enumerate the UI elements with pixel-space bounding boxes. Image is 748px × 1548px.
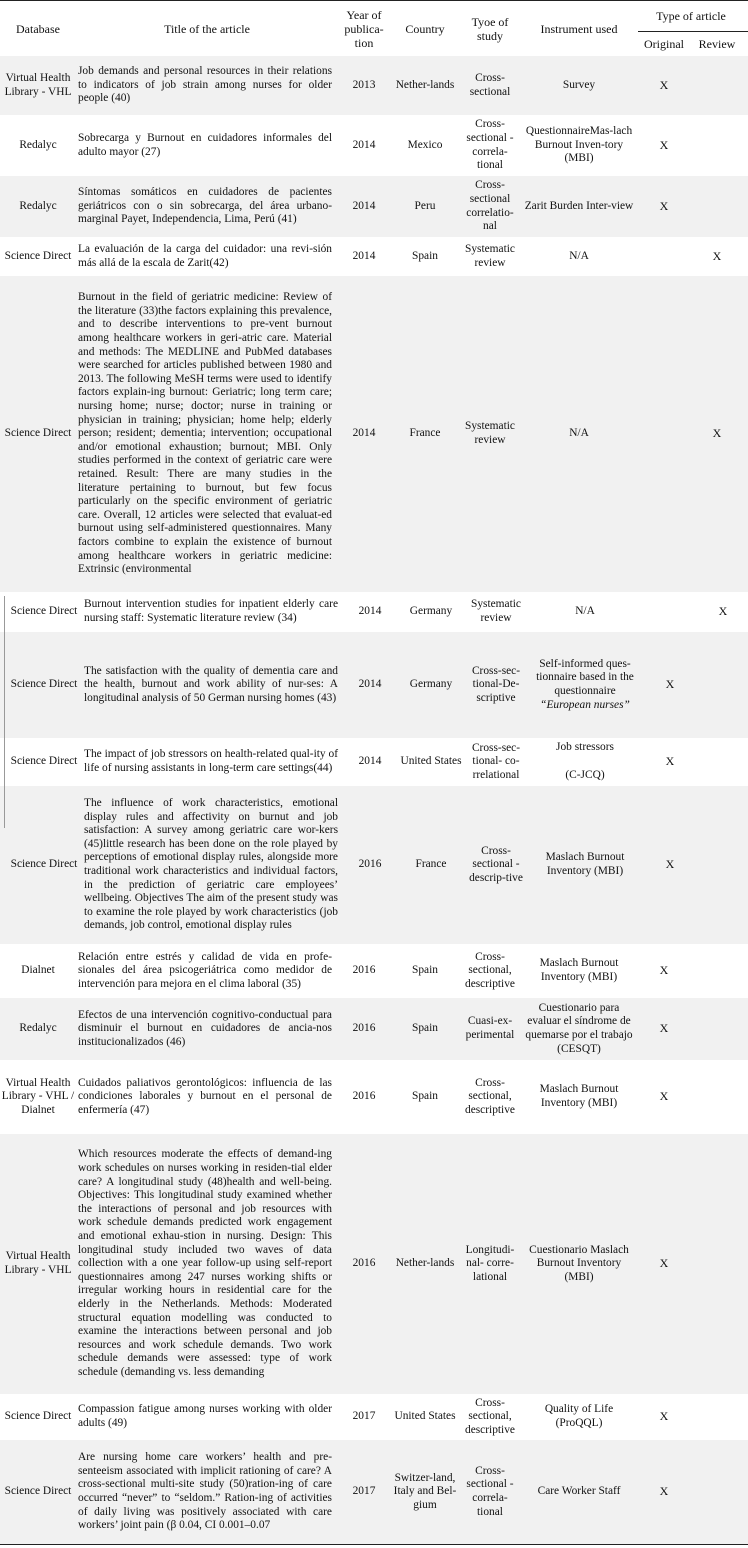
cell-database [0, 276, 76, 592]
cell-country-text: Mexico [407, 138, 443, 151]
cell-country [392, 276, 458, 592]
cell-database-text: Virtual Health Library - VHL [4, 71, 72, 98]
cell-title [78, 998, 332, 1060]
cell-title [84, 738, 338, 786]
cell-instrument [524, 56, 634, 115]
cell-year-text: 2014 [352, 249, 376, 262]
cell-original-mark-text: X [659, 963, 669, 978]
cell-original-mark [644, 592, 696, 632]
table-row [0, 1060, 748, 1134]
cell-country-text: Spain [412, 249, 438, 262]
table-row [0, 944, 748, 998]
table-row [0, 176, 748, 237]
cell-database [0, 1440, 76, 1544]
cell-year-text: 2016 [352, 964, 376, 977]
cell-country-text: Nether-lands [395, 78, 455, 91]
cell-original-mark [638, 176, 690, 237]
cell-title [78, 115, 332, 176]
table-row [0, 276, 748, 592]
cell-database [0, 56, 76, 115]
cell-title-text: Relación entre estrés y calidad de vida en profe-sionales del área psicogeriátrica como medidor de intervención para mejora en el clima laboral (35) [78, 950, 332, 990]
cell-instrument-text: N/A [569, 427, 589, 440]
cell-type-study-text: Cross-sec-tional- co-rrelational [471, 741, 521, 781]
instrument-gap [556, 755, 614, 769]
cell-year-text: 2016 [352, 1022, 376, 1035]
cell-instrument [530, 592, 640, 632]
cell-year [344, 632, 396, 738]
cell-title [78, 276, 332, 592]
cell-type-study [460, 56, 520, 115]
cell-title-text: Burnout intervention studies for inpatient elderly care nursing staff: Systematic literature review (34) [84, 598, 338, 624]
cell-type-study-text: Cross-sectional correlatio-nal [466, 179, 514, 233]
cell-instrument-text: Cuestionario para evaluar el síndrome de quemarse por el trabajo (CESQT) [525, 1001, 633, 1055]
cell-database [0, 237, 76, 276]
cell-instrument-text: Zarit Burden Inter-view [524, 199, 634, 212]
cell-database [0, 115, 76, 176]
header-type-article: Type of article [656, 9, 726, 23]
cell-type-study-text: Longitudi-nal- corre-lational [465, 1243, 515, 1283]
cell-original-mark-text: X [659, 1484, 669, 1499]
table-row [0, 998, 748, 1060]
cell-year-text: 2017 [352, 1410, 376, 1423]
cell-instrument-text: N/A [569, 249, 589, 262]
cell-database-text: Science Direct [10, 755, 78, 768]
cell-review-mark [698, 786, 748, 944]
cell-year-text: 2014 [352, 138, 376, 151]
cell-country [392, 115, 458, 176]
cell-year-text: 2014 [358, 678, 382, 691]
header-review: Review [698, 36, 736, 51]
cell-type-study [460, 1394, 520, 1440]
cell-country [398, 786, 464, 944]
cell-review-mark [692, 1134, 742, 1394]
cell-database [6, 592, 82, 632]
cell-title [78, 1394, 332, 1440]
cell-year [338, 1440, 390, 1544]
cell-country [392, 944, 458, 998]
cell-country [392, 1134, 458, 1394]
cell-country [398, 592, 464, 632]
cell-type-study-text: Cross-sec-tional-De-scriptive [471, 664, 521, 704]
cell-review-mark [692, 276, 742, 592]
cell-year-text: 2014 [352, 199, 376, 212]
cell-year [338, 1394, 390, 1440]
cell-review-mark [692, 115, 742, 176]
header-database: Database [16, 21, 60, 36]
cell-title [78, 1440, 332, 1544]
cell-year [338, 1134, 390, 1394]
cell-original-mark [638, 1440, 690, 1544]
cell-country-text: Nether-lands [395, 1257, 455, 1270]
cell-country [392, 56, 458, 115]
cell-year [344, 738, 396, 786]
cell-instrument-text: Care Worker Staff [537, 1485, 621, 1498]
cell-review-mark-text: X [712, 248, 722, 263]
cell-original-mark [638, 115, 690, 176]
cell-title [78, 1060, 332, 1134]
cell-original-mark-text: X [665, 857, 675, 872]
cell-instrument-text: Maslach Burnout Inventory (MBI) [539, 957, 619, 983]
cell-country-text: United States [394, 1410, 456, 1423]
cell-instrument-italic: “European nurses” [540, 698, 630, 711]
cell-year [338, 176, 390, 237]
cell-instrument [530, 786, 640, 944]
cell-type-study-text: Cross-sectional, descriptive [465, 1076, 515, 1116]
cell-country [392, 237, 458, 276]
cell-title-text: Sobrecarga y Burnout en cuidadores informales del adulto mayor (27) [78, 131, 332, 158]
cell-database-text: Science Direct [4, 427, 72, 440]
cell-database [0, 176, 76, 237]
cell-instrument [530, 738, 640, 786]
cell-country-text: Spain [412, 1022, 438, 1035]
cell-year-text: 2014 [358, 755, 382, 768]
cell-type-study [460, 1134, 520, 1394]
cell-instrument-text: Maslach Burnout Inventory (MBI) [545, 851, 625, 877]
cell-database-text: Redalyc [19, 1022, 57, 1035]
cell-type-study [466, 592, 526, 632]
cell-original-mark [644, 738, 696, 786]
cell-original-mark-text: X [659, 77, 669, 92]
cell-original-mark [638, 944, 690, 998]
cell-year [344, 786, 396, 944]
cell-title [84, 592, 338, 632]
cell-country [392, 1060, 458, 1134]
table-row [0, 1134, 748, 1394]
cell-type-study [460, 115, 520, 176]
cell-title [78, 944, 332, 998]
cell-country [398, 632, 464, 738]
cell-type-study-text: Cross-sectional -descrip-tive [469, 844, 523, 884]
cell-database-text: Redalyc [19, 199, 57, 212]
cell-country [392, 998, 458, 1060]
cell-database-text: Science Direct [10, 678, 78, 691]
cell-instrument [524, 237, 634, 276]
cell-year [338, 1060, 390, 1134]
table-bottom-rule [0, 1544, 748, 1545]
cell-original-mark [644, 786, 696, 944]
cell-instrument [524, 998, 634, 1060]
table-row [0, 786, 748, 944]
cell-type-study-text: Cross-sectional [469, 71, 511, 98]
cell-database [0, 1060, 76, 1134]
cell-title [78, 237, 332, 276]
cell-type-study [466, 632, 526, 738]
header-type-study: Tyoe of study [471, 14, 509, 43]
header-country: Country [405, 21, 445, 36]
cell-original-mark [638, 1060, 690, 1134]
cell-country-text: Spain [412, 1090, 438, 1103]
cell-database [0, 1394, 76, 1440]
cell-type-study-text: Cross-sectional, descriptive [465, 950, 515, 990]
cell-country [398, 738, 464, 786]
cell-type-study [466, 738, 526, 786]
cell-year-text: 2017 [352, 1485, 376, 1498]
cell-type-study [460, 944, 520, 998]
cell-instrument-text: QuestionnaireMas-lach Burnout Inven-tory (MBI) [525, 125, 633, 165]
cell-database-text: Science Direct [4, 1485, 72, 1498]
cell-database-text: Virtual Health Library - VHL [4, 1250, 72, 1276]
cell-review-mark [692, 1440, 742, 1544]
cell-database [6, 738, 82, 786]
cell-country [392, 176, 458, 237]
cell-type-study-text: Cross-sectional - correla-tional [466, 1464, 514, 1518]
cell-database [0, 1134, 76, 1394]
cell-type-study-text: Systematic review [465, 420, 515, 446]
cell-instrument [524, 1394, 634, 1440]
cell-country [392, 1440, 458, 1544]
table-row [0, 56, 748, 115]
cell-review-mark [692, 176, 742, 237]
cell-database-text: Redalyc [19, 138, 57, 151]
cell-database-text: Science Direct [10, 858, 78, 871]
cell-title-text: Cuidados paliativos gerontológicos: influencia de las condiciones laborales y burnout en el personal de enfermería (47) [78, 1076, 332, 1116]
cell-instrument [524, 944, 634, 998]
cell-instrument [524, 276, 634, 592]
cell-title [84, 632, 338, 738]
cell-review-mark-text: X [712, 426, 722, 441]
cell-instrument [524, 115, 634, 176]
table-row [0, 738, 748, 786]
cell-title [78, 56, 332, 115]
cell-instrument-extra: (C-JCQ) [565, 769, 605, 781]
cell-year [338, 237, 390, 276]
cell-review-mark [692, 998, 742, 1060]
table-row [0, 237, 748, 276]
cell-title-text: The satisfaction with the quality of dementia care and the health, burnout and work ability of nur-ses: A longitudinal analysis of 50 German nursing homes (43) [84, 664, 338, 704]
cell-country-text: Switzer-land, Italy and Bel-gium [393, 1471, 457, 1511]
cell-title-text: The impact of job stressors on health-related qual-ity of life of nursing assistants in long-term care settings(44) [84, 748, 338, 774]
cell-year-text: 2013 [352, 78, 376, 91]
cell-year-text: 2016 [352, 1257, 376, 1270]
table-row [0, 1440, 748, 1544]
table-row [0, 115, 748, 176]
header-original: Original [644, 36, 684, 51]
cell-year [338, 276, 390, 592]
cell-year [338, 998, 390, 1060]
cell-year [338, 115, 390, 176]
cell-type-study [460, 276, 520, 592]
cell-instrument [524, 1060, 634, 1134]
cell-database-text: Dialnet [21, 964, 55, 977]
cell-country-text: Spain [412, 964, 438, 977]
cell-year-text: 2016 [358, 858, 382, 871]
cell-original-mark-text: X [659, 198, 669, 213]
cell-instrument [530, 632, 640, 738]
table-row [0, 592, 748, 632]
cell-database-text: Science Direct [4, 249, 72, 262]
cell-review-mark [692, 944, 742, 998]
cell-type-study [460, 237, 520, 276]
cell-original-mark [638, 1134, 690, 1394]
cell-instrument-text: Survey [562, 78, 596, 91]
cell-original-mark-text: X [659, 1409, 669, 1424]
cell-title-text: La evaluación de la carga del cuidador: una revi-sión más allá de la escala de Zarit(42) [78, 242, 332, 269]
cell-country-text: France [409, 427, 441, 440]
table-row [0, 632, 748, 738]
cell-instrument-text: N/A [575, 605, 595, 618]
cell-review-mark [692, 1394, 742, 1440]
cell-database [0, 998, 76, 1060]
cell-type-study [460, 1060, 520, 1134]
cell-title-text: Efectos de una intervención cognitivo-conductual para disminuir el burnout en cuidadores de ancia-nos institucionalizados (46) [78, 1008, 332, 1048]
cell-database [6, 632, 82, 738]
cell-title [78, 1134, 332, 1394]
cell-title-text: The influence of work characteristics, emotional display rules and affectivity on burnut and job satisfaction: A survey among geriatric care wor-kers (45)little research has been done on the role played by perceptions of emotional display rules, alongside more traditional work characteristics and individual factors, in the prediction of geriatric care employees’ wellbeing. Objectives The aim of the present study was to examine the role played by work characteristics (job demands, job control, emotional display rules [84, 797, 338, 932]
table-header [0, 0, 748, 57]
cell-country-text: Germany [409, 678, 453, 691]
cell-title-text: Síntomas somáticos en cuidadores de pacientes geriátricos con o sin sobrecarga, del área urbano-marginal Payet, Independencia, Lima, Perú (41) [78, 186, 332, 226]
cell-title [78, 176, 332, 237]
cell-country-text: France [415, 858, 447, 871]
cell-instrument-text: Quality of Life (ProQQL) [544, 1403, 614, 1429]
cell-database-text: Science Direct [4, 1410, 72, 1423]
cell-type-study-text: Systematic review [471, 598, 521, 624]
cell-type-study [466, 786, 526, 944]
cell-review-mark [692, 56, 742, 115]
cell-database [0, 944, 76, 998]
table-row [0, 1394, 748, 1440]
cell-title-text: Burnout in the field of geriatric medicine: Review of the literature (33)the factors explaining this prevalence, and to describe interventions to pre-vent burnout among healthcare workers in geri-atric care. Material and methods: The MEDLINE and PubMed databases were searched for articles published between 1980 and 2013. The following MeSH terms were used to identify factors explain-ing burnout: Geriatric; long term care; nursing home; nurse; doctor; nurse in training or physician in training; physician; home help; elderly person; resident; dementia; intervention; occupational and/or emotional exhaustion; burnout; MBI. Only studies performed in the context of geriatric care were retained. Result: There are many studies in the literature pertaining to burnout, but few focus particularly on the specific environment of geriatric care. Overall, 12 articles were selected that evaluat-ed burnout using self-administered questionnaires. Many factors combine to explain the existence of burnout among healthcare workers in geriatric medicine: Extrinsic (environmental [78, 291, 332, 576]
cell-type-study [460, 176, 520, 237]
cell-title-text: Are nursing home care workers’ health and pre-senteeism associated with implicit rationing of care? A cross-sectional multi-site study (50)ration-ing of care occurred “never” to “seldom.” Ration-ing of activities of daily living was positively associated with care workers’ joint pain (β 0.04, CI 0.001–0.07 [78, 1451, 332, 1532]
cell-type-study-text: Cross-sectional, descriptive [465, 1396, 515, 1436]
cell-instrument-text: Maslach Burnout Inventory (MBI) [539, 1083, 619, 1109]
cell-title-text: Job demands and personal resources in their relations to indicators of job strain among nurses for older people (40) [78, 65, 332, 105]
cell-type-study-text: Cuasi-ex-perimental [465, 1015, 515, 1041]
header-year: Year of publica-tion [344, 7, 384, 50]
cell-original-mark-text: X [665, 677, 675, 692]
cell-year [338, 944, 390, 998]
cell-title-text: Compassion fatigue among nurses working with older adults (49) [78, 1403, 332, 1429]
cell-original-mark [638, 56, 690, 115]
cell-original-mark-text: X [659, 1256, 669, 1271]
cell-original-mark-text: X [659, 1021, 669, 1036]
cell-instrument [524, 1440, 634, 1544]
cell-original-mark [638, 276, 690, 592]
cell-original-mark [638, 998, 690, 1060]
cell-review-mark [692, 237, 742, 276]
cell-review-mark [698, 738, 748, 786]
cell-review-mark [698, 632, 748, 738]
cell-original-mark [638, 1394, 690, 1440]
cell-original-mark-text: X [665, 754, 675, 769]
cell-original-mark-text: X [659, 137, 669, 152]
cell-country-text: United States [400, 755, 462, 768]
cell-title-text: Which resources moderate the effects of demand-ing work schedules on nurses working in residen-tial elder care? A longitudinal study (48)health and well-being. Objectives: This longitudinal study examined whether the interactions of personal and job resources with work schedule demands predicted work engagement and emotional exhau-stion in nursing. Design: This longitudinal study included two waves of data collection with a one year follow-up using self-report questionnaires among 247 nurses working shifts or irregular working hours in residential care for the elderly in the Netherlands. Methods: Moderated structural equation modelling was conducted to examine the interactions between personal and job resources and work schedule demands. Two work schedule demands were assessed: type of work schedule (demanding vs. less demanding [78, 1148, 332, 1378]
cell-year [344, 592, 396, 632]
header-instrument: Instrument used [540, 21, 618, 36]
cell-type-study [460, 998, 520, 1060]
cell-database-text: Science Direct [10, 605, 78, 618]
cell-country [392, 1394, 458, 1440]
cell-database [6, 786, 82, 944]
cell-review-mark [698, 592, 748, 632]
cell-original-mark [638, 237, 690, 276]
cell-year-text: 2014 [358, 605, 382, 618]
margin-mark [4, 596, 5, 828]
cell-type-study-text: Cross-sectional - correla-tional [466, 118, 514, 172]
cell-instrument-text: Job stressors [556, 741, 614, 754]
cell-instrument [524, 1134, 634, 1394]
cell-instrument-text: Cuestionario Maslach Burnout Inventory (MBI) [529, 1243, 629, 1283]
cell-country-text: Germany [409, 605, 453, 618]
cell-review-mark [692, 1060, 742, 1134]
header-title: Title of the article [164, 21, 250, 36]
cell-database-text: Virtual Health Library - VHL / Dialnet [1, 1076, 75, 1116]
cell-year-text: 2016 [352, 1090, 376, 1103]
cell-instrument-text: Self-informed ques-tionnaire based in the questionnaire [536, 657, 634, 697]
cell-country-text: Peru [414, 199, 436, 212]
cell-original-mark-text: X [659, 1089, 669, 1104]
cell-instrument [524, 176, 634, 237]
cell-year-text: 2014 [352, 427, 376, 440]
cell-year [338, 56, 390, 115]
cell-review-mark-text: X [718, 604, 728, 619]
cell-title [84, 786, 338, 944]
cell-type-study-text: Systematic review [465, 242, 515, 269]
cell-type-study [460, 1440, 520, 1544]
cell-original-mark [644, 632, 696, 738]
